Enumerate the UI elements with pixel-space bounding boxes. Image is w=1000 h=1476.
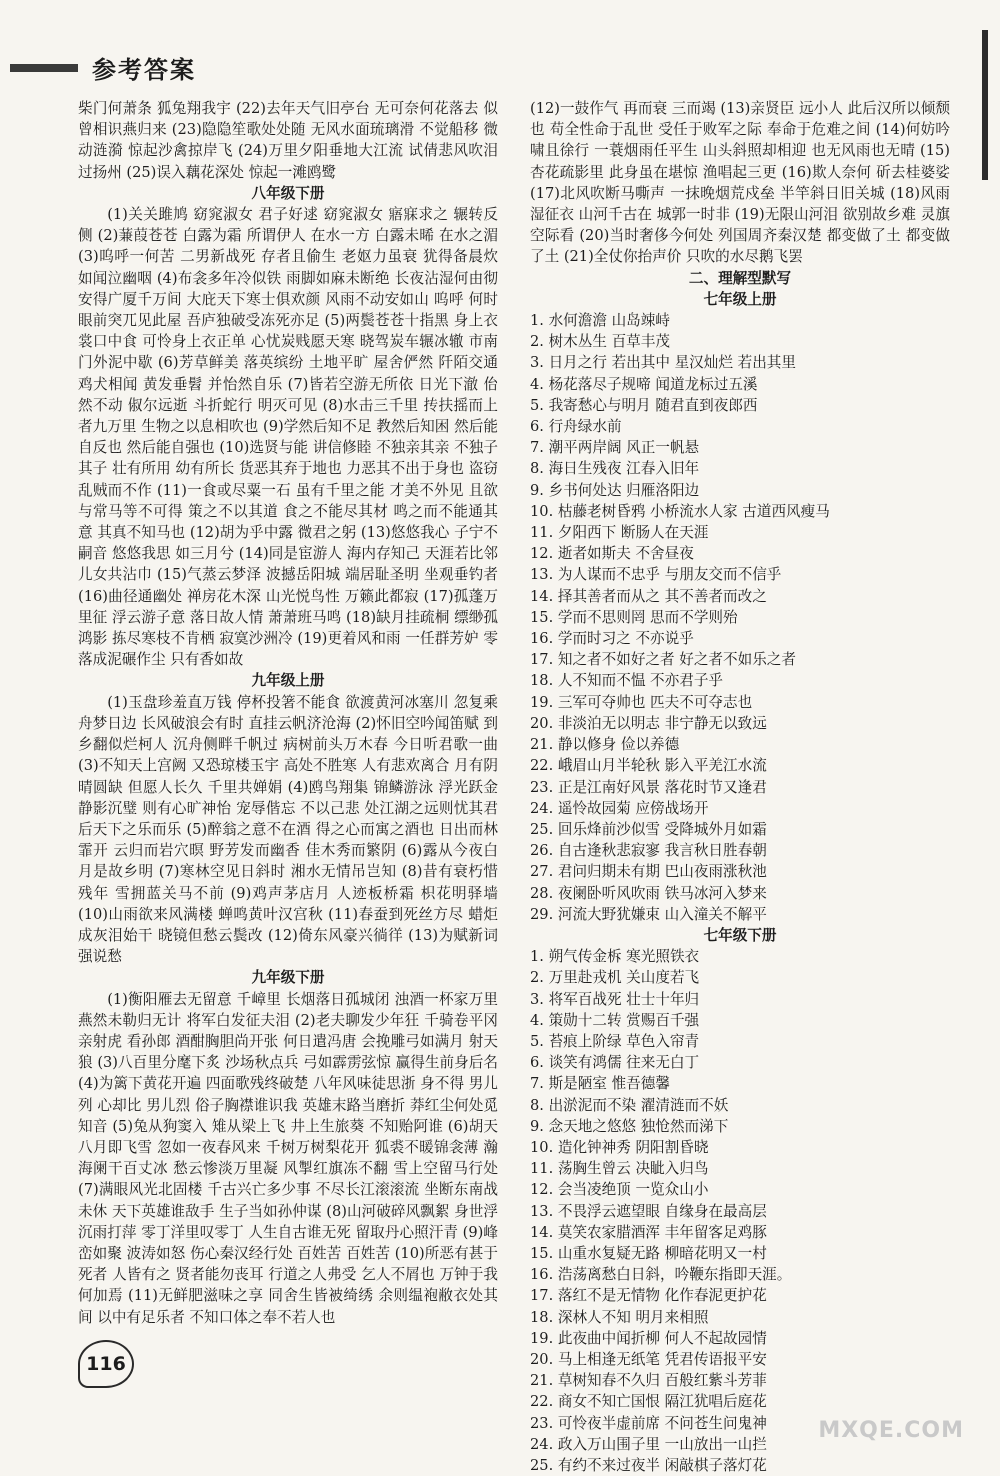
answer-item: 28. 夜阑卧听风吹雨 铁马冰河入梦来	[530, 884, 767, 902]
answer-item: 4. 杨花落尽子规啼 闻道龙标过五溪	[530, 375, 758, 393]
answer-item: 2. 树木丛生 百草丰茂	[530, 333, 670, 351]
section-heading: 九年级上册	[251, 672, 325, 690]
answer-item: 24. 政入万山围子里 一山放出一山拦	[530, 1435, 767, 1453]
answer-item: 11. 荡胸生曾云 决眦入归鸟	[530, 1160, 709, 1178]
answer-item: 22. 峨眉山月半轮秋 影入平羌江水流	[530, 757, 767, 775]
answer-item: 11. 夕阳西下 断肠人在天涯	[530, 524, 709, 542]
answer-item: 14. 莫笑农家腊酒浑 丰年留客足鸡豚	[530, 1223, 767, 1241]
answer-item: 27. 君问归期未有期 巴山夜雨涨秋池	[530, 863, 767, 881]
answer-item: 15. 学而不思则罔 思而不学则殆	[530, 608, 738, 626]
answer-item: 16. 学而时习之 不亦说乎	[530, 630, 694, 648]
answer-paragraph: (1)玉盘珍羞直万钱 停杯投箸不能食 欲渡黄河冰塞川 忽复乘舟梦日边 长风破浪会有时 直挂云帆济沧海 (2)怀旧空吟闻笛赋 到乡翻似烂柯人 沉舟侧畔千帆过 病树前头万木春 今日听君歌一曲 (3)不知天上宫阙 又恐琼楼玉宇 高处不胜寒 人有悲欢离合 月有阴晴圆缺 但愿人长久 千里共婵娟 (4)鸥鸟翔集 锦鳞游泳 浮光跃金 静影沉璧 则有心旷神怡 宠辱偕忘 不以己悲 处江湖之远则忧其君 后天下之乐而乐 (5)醉翁之意不在酒 得之心而寓之酒也 日出而林霏开 云归而岩穴暝 野芳发而幽香 佳木秀而繁阴 (6)露从今夜白 月是故乡明 (7)寒林空见日斜时 湘水无情吊岂知 (8)昔有衰朽惜残年 雪拥蓝关马不前 (9)鸡声茅店月 人迹板桥霜 枳花明驿墙 (10)山雨欲来风满楼 蝉鸣黄叶汉宫秋 (11)春蚕到死丝方尽 蜡炬成灰泪始干 晓镜但愁云鬓改 (12)倚东风豪兴徜徉 (13)为赋新词强说愁	[78, 693, 498, 966]
answer-item: 5. 我寄愁心与明月 随君直到夜郎西	[530, 396, 758, 414]
answer-paragraph: 柴门何萧条 狐兔翔我宇 (22)去年天气旧亭台 无可奈何花落去 似曾相识燕归来 (23)隐隐笙歌处处随 无风水面琉璃滑 不觉船移 微动涟漪 惊起沙禽掠岸飞 (24)万里夕阳垂地大江流 试倩悲风吹泪过扬州 (25)误入藕花深处 惊起一滩鸥鹭	[78, 100, 498, 181]
section-heading: 八年级下册	[251, 184, 325, 202]
answer-item: 8. 海日生残夜 江春入旧年	[530, 460, 700, 478]
answer-item: 29. 河流大野犹嫌束 山入潼关不解平	[530, 905, 767, 923]
answer-item: 17. 知之者不如好之者 好之者不如乐之者	[530, 651, 796, 669]
answer-item: 7. 潮平两岸阔 风正一帆悬	[530, 439, 700, 457]
page-edge-line	[982, 30, 988, 180]
answer-item: 22. 商女不知亡国恨 隔江犹唱后庭花	[530, 1393, 767, 1411]
answer-item: 6. 谈笑有鸿儒 往来无白丁	[530, 1054, 700, 1072]
left-column	[78, 98, 498, 1328]
header-bar-decoration	[10, 64, 78, 72]
answer-item: 19. 此夜曲中闻折柳 何人不起故园情	[530, 1329, 767, 1347]
section-heading: 九年级下册	[251, 969, 325, 987]
answer-item: 13. 不畏浮云遮望眼 自缘身在最高层	[530, 1202, 767, 1220]
section-heading: 二、理解型默写	[688, 269, 792, 287]
watermark-text: MXQE.COM	[818, 1418, 964, 1443]
watermark-logo	[810, 1381, 980, 1451]
answer-item: 23. 可怜夜半虚前席 不问苍生问鬼神	[530, 1414, 767, 1432]
answer-item: 26. 自古逢秋悲寂寥 我言秋日胜春朝	[530, 842, 767, 860]
answer-item: 15. 山重水复疑无路 柳暗花明又一村	[530, 1244, 767, 1262]
answer-item: 4. 策勋十二转 赏赐百千强	[530, 1011, 700, 1029]
answer-item: 25. 有约不来过夜半 闲敲棋子落灯花	[530, 1457, 767, 1474]
answer-item: 19. 三军可夺帅也 匹夫不可夺志也	[530, 693, 753, 711]
answer-item: 20. 非淡泊无以明志 非宁静无以致远	[530, 714, 767, 732]
answer-item: 23. 正是江南好风景 落花时节又逢君	[530, 778, 767, 796]
answer-item: 25. 回乐烽前沙似雪 受降城外月如霜	[530, 820, 767, 838]
answer-item: 17. 落红不是无情物 化作春泥更护花	[530, 1287, 767, 1305]
answer-item: 21. 静以修身 俭以养德	[530, 736, 680, 754]
section-heading: 七年级上册	[703, 290, 777, 308]
answer-item: 8. 出淤泥而不染 濯清涟而不妖	[530, 1096, 729, 1114]
section-heading: 七年级下册	[703, 926, 777, 944]
right-column	[530, 98, 950, 1476]
answer-item: 16. 浩荡离愁白日斜，吟鞭东指即天涯。	[530, 1266, 792, 1284]
answer-item: 21. 草树知春不久归 百般红紫斗芳菲	[530, 1372, 767, 1390]
answer-item: 24. 遥怜故园菊 应傍战场开	[530, 799, 709, 817]
answer-item: 18. 深林人不知 明月来相照	[530, 1308, 709, 1326]
answer-item: 12. 会当凌绝顶 一览众山小	[530, 1181, 709, 1199]
header-title: 参考答案	[92, 56, 196, 84]
answer-item: 14. 择其善者而从之 其不善者而改之	[530, 587, 767, 605]
answer-item: 13. 为人谋而不忠乎 与朋友交而不信乎	[530, 566, 782, 584]
answer-item: 1. 水何澹澹 山岛竦峙	[530, 312, 670, 330]
answer-item: 3. 日月之行 若出其中 星汉灿烂 若出其里	[530, 354, 796, 372]
answer-item: 9. 乡书何处达 归雁洛阳边	[530, 481, 700, 499]
answer-item: 7. 斯是陋室 惟吾德馨	[530, 1075, 670, 1093]
answer-item: 9. 念天地之悠悠 独怆然而涕下	[530, 1117, 729, 1135]
answer-item: 3. 将军百战死 壮士十年归	[530, 990, 700, 1008]
answer-item: 1. 朔气传金柝 寒光照铁衣	[530, 948, 700, 966]
answer-paragraph: (1)关关雎鸠 窈窕淑女 君子好逑 窈窕淑女 寤寐求之 辗转反侧 (2)蒹葭苍苍 白露为霜 所谓伊人 在水一方 白露未晞 在水之湄 (3)呜呼一何苦 二男新战死 存者且偷生 老妪力虽衰 犹得备晨炊 如闻泣幽咽 (4)布衾多年冷似铁 雨脚如麻未断绝 长夜沾湿何由彻 安得广厦千万间 大庇天下寒士俱欢颜 风雨不动安如山 呜呼 何时眼前突兀见此屋 吾庐独破受冻死亦足 (5)两鬓苍苍十指黑 身上衣裳口中食 可怜身上衣正单 心忧炭贱愿天寒 晓驾炭车辗冰辙 市南门外泥中歇 (6)芳草鲜美 落英缤纷 土地平旷 屋舍俨然 阡陌交通 鸡犬相闻 黄发垂髫 并怡然自乐 (7)皆若空游无所依 日光下澈 佁然不动 俶尔远逝 斗折蛇行 明灭可见 (8)水击三千里 抟扶摇而上者九万里 生物之以息相吹也 (9)学然后知不足 教然后知困 然后能自反也 然后能自强也 (10)选贤与能 讲信修睦 不独亲其亲 不独子其子 壮有所用 幼有所长 货恶其弃于地也 力恶其不出于身也 盗窃乱贼而不作 (11)一食或尽粟一石 虽有千里之能 才美不外见 且欲与常马等不可得 策之不以其道 食之不能尽其材 鸣之而不能通其意 其真不知马也 (12)胡为乎中露 微君之躬 (13)悠悠我心 子宁不嗣音 悠悠我思 如三月兮 (14)同是宦游人 海内存知己 天涯若比邻 儿女共沾巾 (15)气蒸云梦泽 波撼岳阳城 端居耻圣明 坐观垂钓者 (16)曲径通幽处 禅房花木深 山光悦鸟性 万籁此都寂 (17)孤蓬万里征 浮云游子意 落日故人情 萧萧班马鸣 (18)缺月挂疏桐 缥缈孤鸿影 拣尽寒枝不肯栖 寂寞沙洲冷 (19)更着风和雨 一任群芳妒 零落成泥碾作尘 只有香如故	[78, 206, 498, 669]
page-header	[10, 50, 310, 86]
page-number: 116	[78, 1340, 134, 1388]
answer-item: 5. 苔痕上阶绿 草色入帘青	[530, 1032, 700, 1050]
answer-paragraph: (1)衡阳雁去无留意 千嶂里 长烟落日孤城闭 浊酒一杯家万里 燕然未勒归无计 将军白发征夫泪 (2)老夫聊发少年狂 千骑卷平冈 亲射虎 看孙郎 酒酣胸胆尚开张 何日遣冯唐 会挽雕弓如满月 射天狼 (3)八百里分麾下炙 沙场秋点兵 弓如霹雳弦惊 赢得生前身后名 (4)为篱下黄花开遍 四面歌残终破楚 八年风味徒思浙 身不得 男儿列 心却比 男儿烈 俗子胸襟谁识我 英雄末路当磨折 莽红尘何处觅知音 (5)兔从狗窦入 雉从梁上飞 井上生旅葵 不知贻阿谁 (6)胡天八月即飞雪 忽如一夜春风来 千树万树梨花开 狐裘不暖锦衾薄 瀚海阑干百丈冰 愁云惨淡万里凝 风掣红旗冻不翻 雪上空留马行处 (7)满眼风光北固楼 千古兴亡多少事 不尽长江滚滚流 坐断东南战未休 天下英雄谁敌手 生子当如孙仲谋 (8)山河破碎风飘絮 身世浮沉雨打萍 零丁洋里叹零丁 人生自古谁无死 留取丹心照汗青 (9)峰峦如聚 波涛如怒 伤心秦汉经行处 百姓苦 百姓苦 (10)所恶有甚于死者 人皆有之 贤者能勿丧耳 行道之人弗受 乞人不屑也 万钟于我何加焉 (11)无鲜肥滋味之享 同舍生皆被绮绣 余则缊袍敝衣处其间 以中有足乐者 不知口体之奉不若人也	[78, 990, 498, 1326]
answer-item: 20. 马上相逢无纸笔 凭君传语报平安	[530, 1350, 767, 1368]
answer-item: 10. 枯藤老树昏鸦 小桥流水人家 古道西风瘦马	[530, 502, 830, 520]
answer-item: 6. 行舟绿水前	[530, 418, 622, 436]
answer-item: 12. 逝者如斯夫 不舍昼夜	[530, 545, 694, 563]
answer-item: 18. 人不知而不愠 不亦君子乎	[530, 672, 724, 690]
answer-item: 2. 万里赴戎机 关山度若飞	[530, 969, 700, 987]
answer-paragraph: (12)一鼓作气 再而衰 三而竭 (13)亲贤臣 远小人 此后汉所以倾颓也 苟全性命于乱世 受任于败军之际 奉命于危难之间 (14)何妨吟啸且徐行 一蓑烟雨任平生 山头斜照却相迎 也无风雨也无晴 (15)杏花疏影里 此身虽在堪惊 渔唱起三更 (16)欺人奈何 斫去桂婆娑 (17)北风吹断马嘶声 一抹晚烟荒戍垒 半竿斜日旧关城 (18)风雨湿征衣 山河千古在 城郭一时非 (19)无限山河泪 欲别故乡难 灵旗空际看 (20)当时奢侈今何处 列国周齐秦汉楚 都变做了土 都变做了土 (21)全仗你抬声价 只吹的水尽鹅飞罢	[530, 100, 950, 266]
answer-item: 10. 造化钟神秀 阴阳割昏晓	[530, 1138, 709, 1156]
